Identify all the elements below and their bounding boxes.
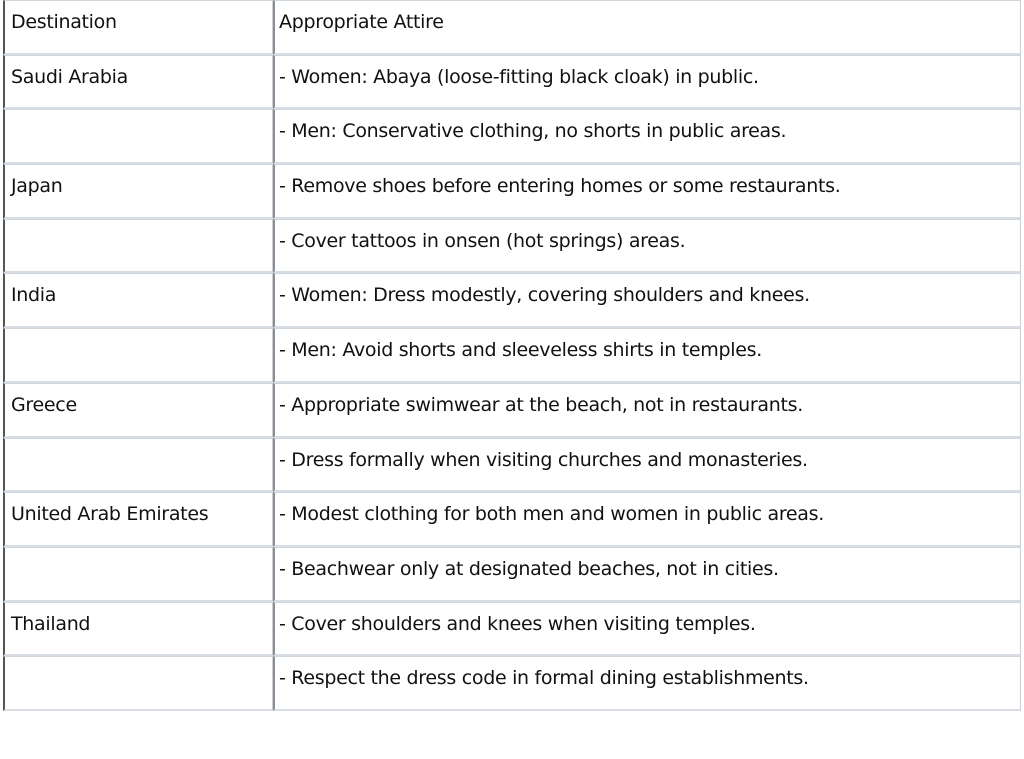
destination-cell: India: [3, 273, 273, 328]
destination-cell: [3, 219, 273, 274]
destination-cell: [3, 656, 273, 711]
attire-cell: - Dress formally when visiting churches and monasteries.: [273, 438, 1021, 493]
table-row: [3, 273, 1021, 328]
destination-cell: Saudi Arabia: [3, 55, 273, 110]
destination-cell: [3, 438, 273, 493]
destination-cell: [3, 109, 273, 164]
table-row: [3, 547, 1021, 602]
attire-cell: - Respect the dress code in formal dining establishments.: [273, 656, 1021, 711]
table-row: [3, 492, 1021, 547]
destination-cell: United Arab Emirates: [3, 492, 273, 547]
destination-cell: Thailand: [3, 602, 273, 657]
table-row: [3, 219, 1021, 274]
destination-cell: Greece: [3, 383, 273, 438]
attire-cell: - Women: Abaya (loose-fitting black cloak) in public.: [273, 55, 1021, 110]
table-row: [3, 55, 1021, 110]
table-header-row: [3, 0, 1021, 55]
table-row: [3, 328, 1021, 383]
attire-cell: - Cover tattoos in onsen (hot springs) areas.: [273, 219, 1021, 274]
table-row: [3, 438, 1021, 493]
attire-cell: - Women: Dress modestly, covering shoulders and knees.: [273, 273, 1021, 328]
attire-cell: - Remove shoes before entering homes or some restaurants.: [273, 164, 1021, 219]
table-row: [3, 164, 1021, 219]
table-row: [3, 656, 1021, 711]
destination-cell: [3, 328, 273, 383]
attire-cell: - Beachwear only at designated beaches, not in cities.: [273, 547, 1021, 602]
table-row: [3, 383, 1021, 438]
attire-cell: - Appropriate swimwear at the beach, not in restaurants.: [273, 383, 1021, 438]
destination-cell: [3, 547, 273, 602]
attire-table: [3, 0, 1021, 711]
table-row: [3, 602, 1021, 657]
attire-cell: - Modest clothing for both men and women in public areas.: [273, 492, 1021, 547]
attire-cell: - Men: Conservative clothing, no shorts in public areas.: [273, 109, 1021, 164]
destination-cell: Japan: [3, 164, 273, 219]
header-destination: Destination: [3, 0, 273, 55]
header-appropriate-attire: Appropriate Attire: [273, 0, 1021, 55]
attire-cell: - Men: Avoid shorts and sleeveless shirts in temples.: [273, 328, 1021, 383]
attire-cell: - Cover shoulders and knees when visiting temples.: [273, 602, 1021, 657]
table-row: [3, 109, 1021, 164]
